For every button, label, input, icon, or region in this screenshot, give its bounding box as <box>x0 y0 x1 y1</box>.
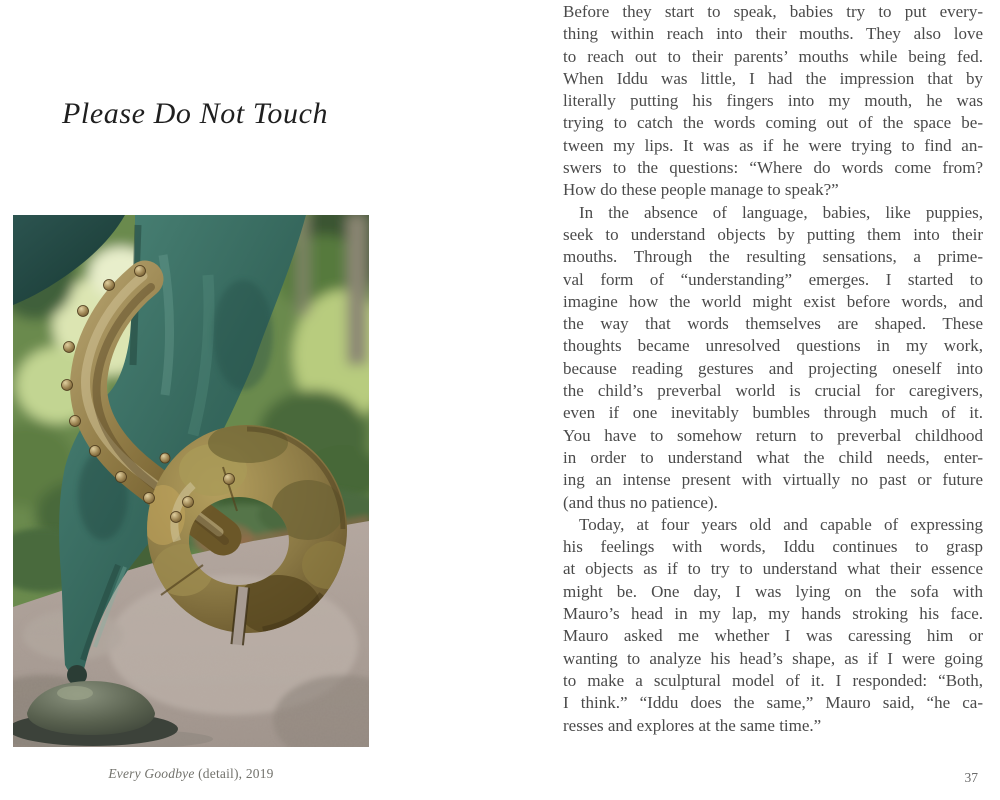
chapter-title: Please Do Not Touch <box>62 97 329 130</box>
text-line: resses and explores at the same time.” <box>563 715 822 735</box>
text-line: Mauro asked me whether I was caressing him or <box>563 626 983 646</box>
text-line: I think.” “Iddu does the same,” Mauro said, “he ca- <box>563 693 983 713</box>
text-line: in order to understand what the child needs, enter- <box>563 447 983 467</box>
text-line: his feelings with words, Iddu continues to grasp <box>563 537 983 557</box>
text-line: thoughts became unresolved questions in my work, <box>563 336 983 356</box>
text-line: might be. One day, I was lying on the sofa with <box>563 581 983 601</box>
text-line: (and thus no patience). <box>563 492 718 512</box>
text-line: the child’s preverbal world is crucial for caregivers, <box>563 381 983 401</box>
text-line: even if one inevitably bumbles through much of it. <box>563 403 983 423</box>
text-line: because reading gestures and projecting oneself into <box>563 358 983 378</box>
artwork-caption <box>13 766 369 782</box>
text-line: Mauro’s head in my lap, my hands stroking his face. <box>563 604 983 624</box>
text-line: How do these people manage to speak?” <box>563 180 839 200</box>
text-line: imagine how the world might exist before words, and <box>563 291 983 311</box>
page-number: 37 <box>964 770 978 785</box>
sculpture-photo-svg <box>13 215 369 747</box>
text-line: When Iddu was little, I had the impression that by <box>563 68 983 88</box>
text-line: swers to the questions: “Where do words come from? <box>563 158 983 178</box>
text-line: val form of “understanding” emerges. I started to <box>563 269 983 289</box>
caption-detail: (detail), 2019 <box>194 766 274 781</box>
text-line: Today, at four years old and capable of expressing <box>579 514 983 534</box>
text-line: mouths. Through the resulting sensations, a prime- <box>563 247 983 267</box>
text-line: ing an intense present with virtually no past or future <box>563 470 983 490</box>
text-line: You have to somehow return to preverbal childhood <box>563 425 983 445</box>
text-line: literally putting his fingers into my mouth, he was <box>563 91 983 111</box>
text-line: In the absence of language, babies, like puppies, <box>579 202 983 222</box>
text-line: tween my lips. It was as if he were trying to find an- <box>563 135 983 155</box>
text-line: thing within reach into their mouths. They also love <box>563 24 983 44</box>
text-line: the way that words themselves are shaped. These <box>563 314 983 334</box>
text-line: at objects as if to try to understand what their essence <box>563 559 983 579</box>
sculpture-photo <box>13 215 369 747</box>
text-line: wanting to analyze his head’s shape, as if I were going <box>563 648 983 668</box>
text-line: to reach out to their parents’ mouths while being fed. <box>563 46 983 66</box>
text-line: Before they start to speak, babies try to put every- <box>563 2 983 21</box>
body-text <box>563 0 983 737</box>
text-line: to make a sculptural model of it. I responded: “Both, <box>563 670 983 690</box>
text-line: seek to understand objects by putting them into their <box>563 224 983 244</box>
text-line: trying to catch the words coming out of the space be- <box>563 113 983 133</box>
caption-artwork-title: Every Goodbye <box>108 766 195 781</box>
